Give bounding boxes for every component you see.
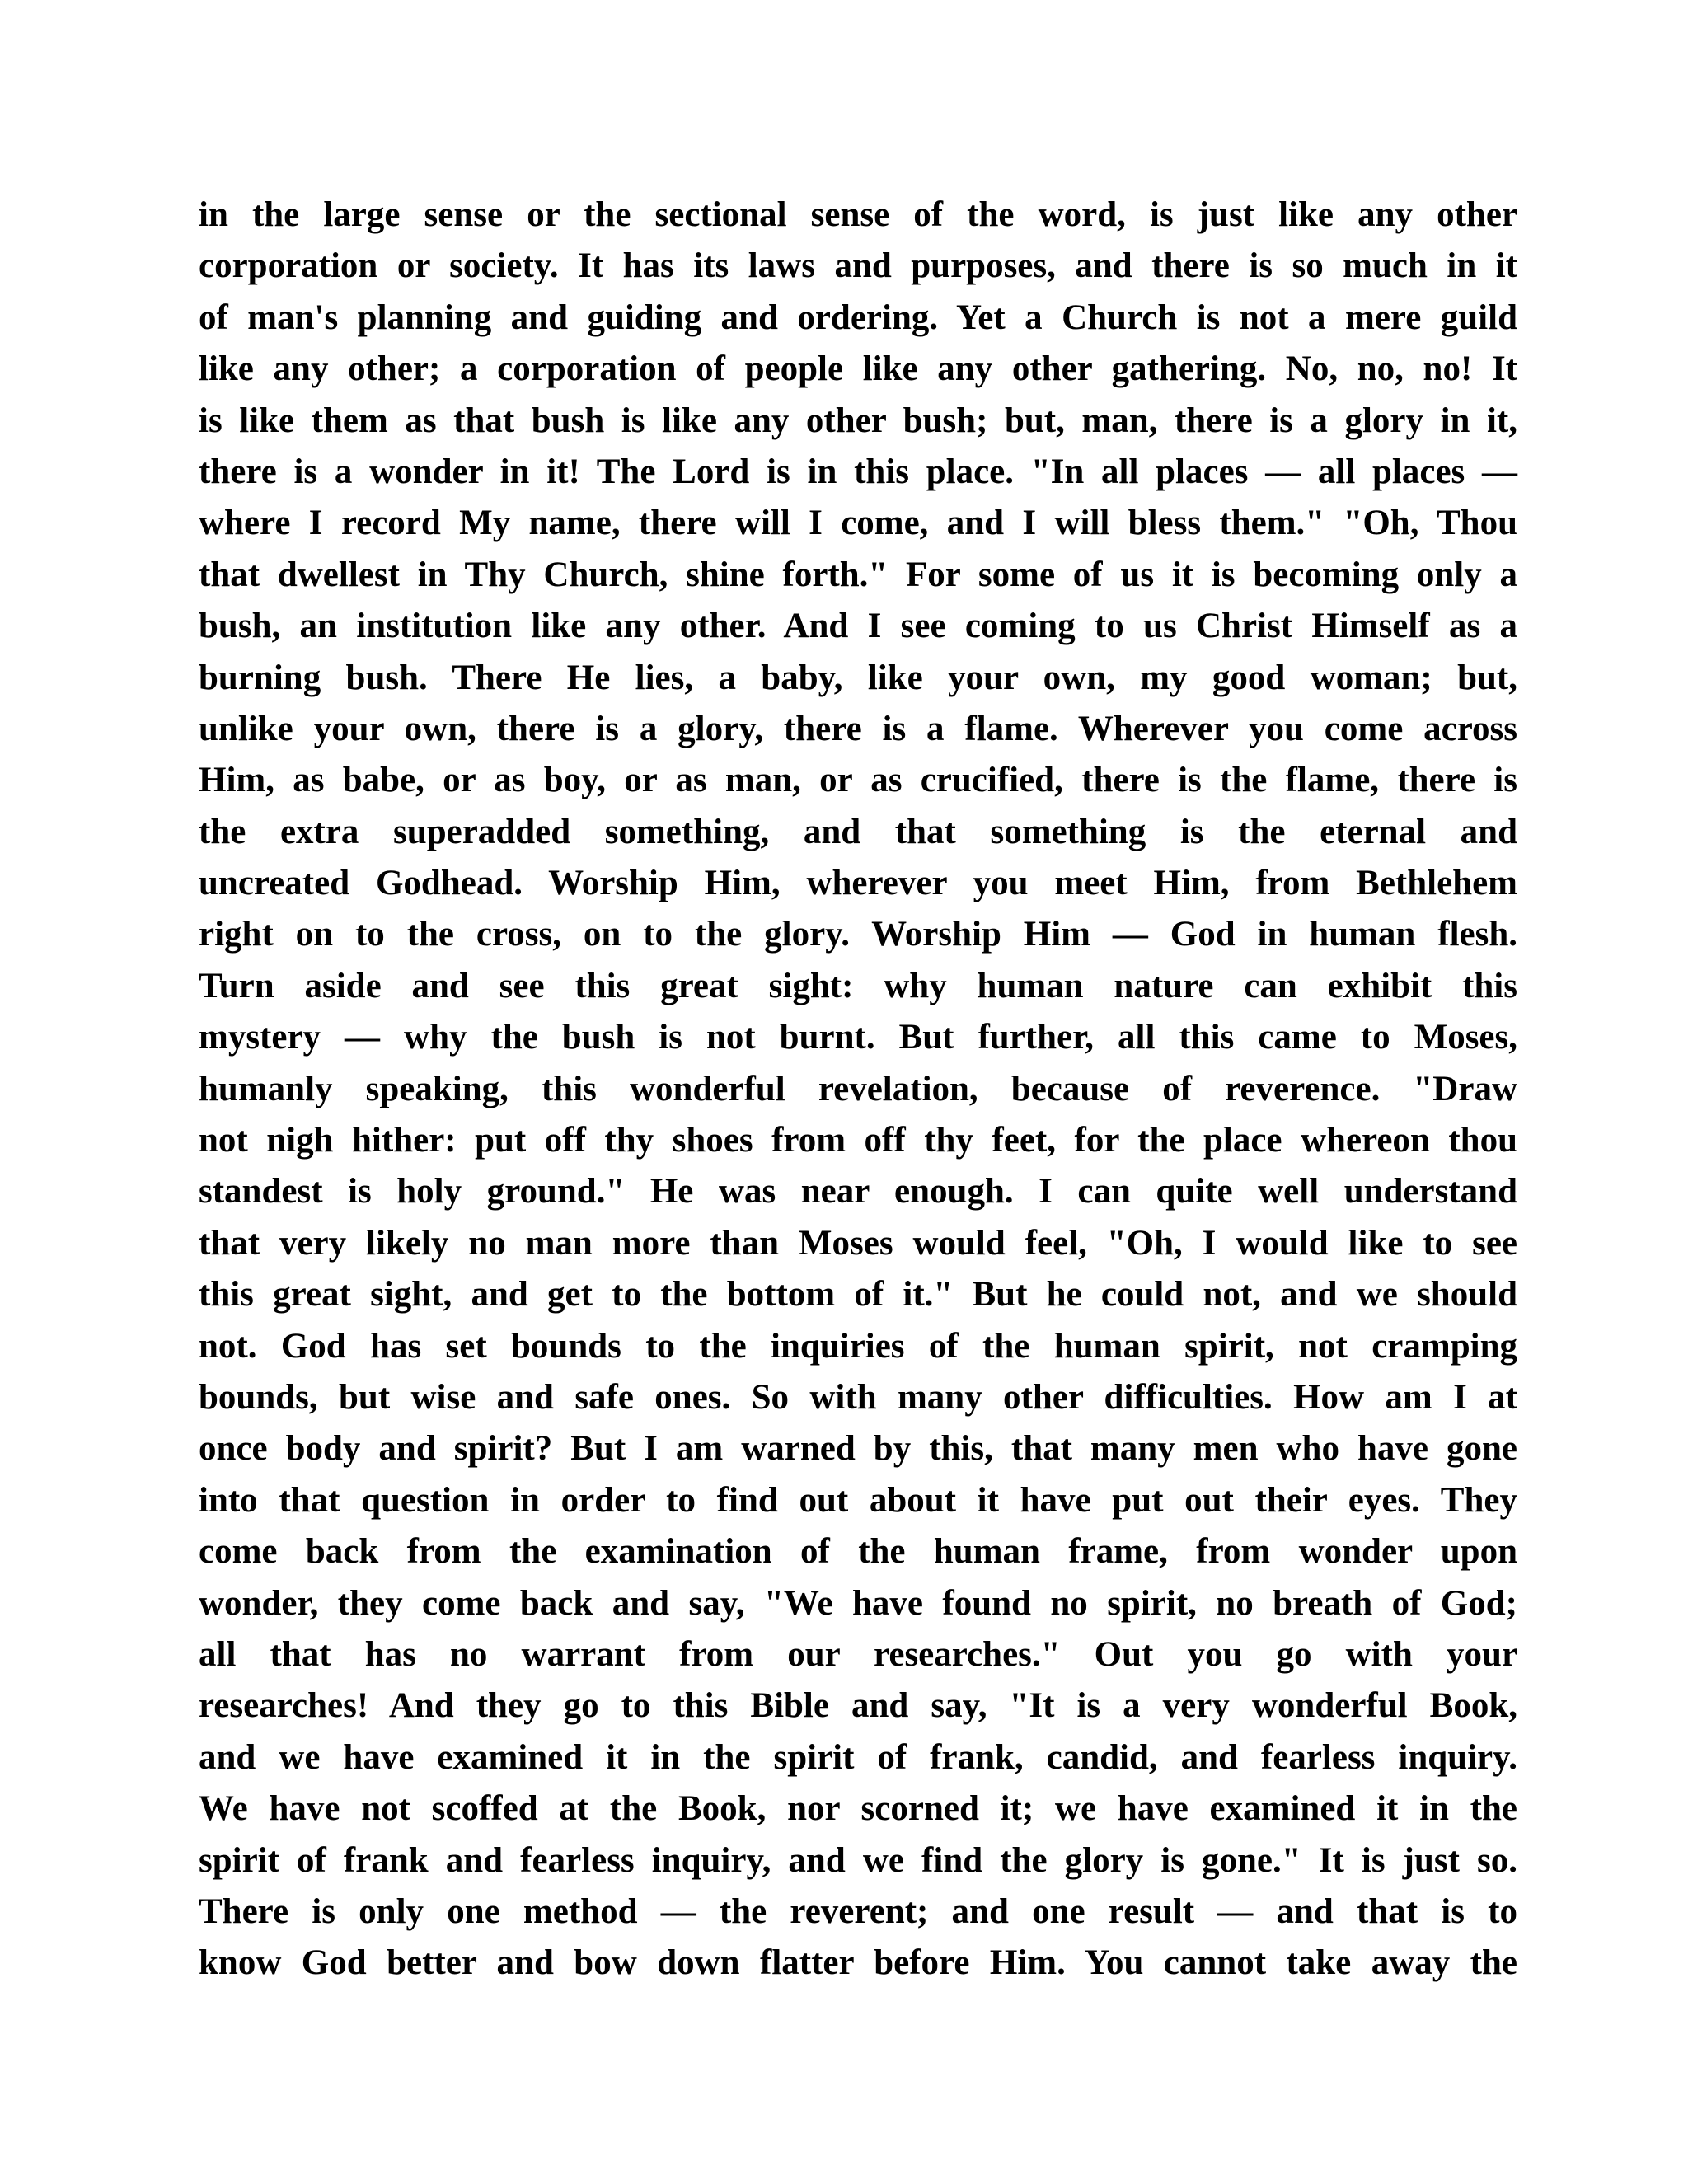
text-line: burning bush. There He lies, a baby, like your own, my good woman; but, xyxy=(199,658,1517,697)
text-line: is like them as that bush is like any other bush; but, man, there is a glory in it, xyxy=(199,401,1517,440)
text-line: We have not scoffed at the Book, nor scorned it; we have examined it in the xyxy=(199,1789,1517,1829)
body-text xyxy=(199,190,1517,1990)
text-line: There is only one method — the reverent; and one result — and that is to xyxy=(199,1891,1517,1931)
text-line: spirit of frank and fearless inquiry, and we find the glory is gone." It is just so. xyxy=(199,1840,1517,1880)
text-line: bush, an institution like any other. And I see coming to us Christ Himself as a xyxy=(199,607,1517,646)
text-line: that dwellest in Thy Church, shine forth." For some of us it is becoming only a xyxy=(199,555,1517,594)
text-line: this great sight, and get to the bottom of it." But he could not, and we should xyxy=(199,1275,1517,1315)
text-line: the extra superadded something, and that something is the eternal and xyxy=(199,812,1517,851)
text-line: in the large sense or the sectional sense of the word, is just like any other xyxy=(199,195,1517,234)
text-line: into that question in order to find out about it have put out their eyes. They xyxy=(199,1480,1517,1520)
text-line: once body and spirit? But I am warned by this, that many men who have gone xyxy=(199,1429,1517,1469)
text-line: there is a wonder in it! The Lord is in this place. "In all places — all places — xyxy=(199,452,1517,491)
text-line: standest is holy ground." He was near enough. I can quite well understand xyxy=(199,1172,1517,1212)
text-line: not. God has set bounds to the inquiries of the human spirit, not cramping xyxy=(199,1326,1517,1366)
text-line: bounds, but wise and safe ones. So with many other difficulties. How am I at xyxy=(199,1377,1517,1417)
text-line: researches! And they go to this Bible and say, "It is a very wonderful Book, xyxy=(199,1686,1517,1726)
text-line: Him, as babe, or as boy, or as man, or as crucified, there is the flame, there is xyxy=(199,761,1517,800)
text-line: like any other; a corporation of people like any other gathering. No, no, no! It xyxy=(199,349,1517,389)
text-line: of man's planning and guiding and ordering. Yet a Church is not a mere guild xyxy=(199,298,1517,337)
text-line: humanly speaking, this wonderful revelation, because of reverence. "Draw xyxy=(199,1069,1517,1108)
text-line: corporation or society. It has its laws and purposes, and there is so much in it xyxy=(199,246,1517,286)
text-line: not nigh hither: put off thy shoes from off thy feet, for the place whereon thou xyxy=(199,1121,1517,1160)
text-line: right on to the cross, on to the glory. Worship Him — God in human flesh. xyxy=(199,915,1517,954)
text-line: where I record My name, there will I come, and I will bless them." "Oh, Thou xyxy=(199,504,1517,543)
text-line: mystery — why the bush is not burnt. But further, all this came to Moses, xyxy=(199,1018,1517,1057)
text-line: unlike your own, there is a glory, there is a flame. Wherever you come across xyxy=(199,709,1517,748)
text-line: wonder, they come back and say, "We have found no spirit, no breath of God; xyxy=(199,1583,1517,1623)
text-line: that very likely no man more than Moses would feel, "Oh, I would like to see xyxy=(199,1223,1517,1263)
text-line: come back from the examination of the human frame, from wonder upon xyxy=(199,1532,1517,1572)
text-line: know God better and bow down flatter before Him. You cannot take away the xyxy=(199,1943,1517,1983)
text-line: uncreated Godhead. Worship Him, wherever you meet Him, from Bethlehem xyxy=(199,864,1517,903)
text-line: and we have examined it in the spirit of frank, candid, and fearless inquiry. xyxy=(199,1737,1517,1777)
text-line: all that has no warrant from our researches." Out you go with your xyxy=(199,1634,1517,1674)
text-line: Turn aside and see this great sight: why human nature can exhibit this xyxy=(199,966,1517,1005)
